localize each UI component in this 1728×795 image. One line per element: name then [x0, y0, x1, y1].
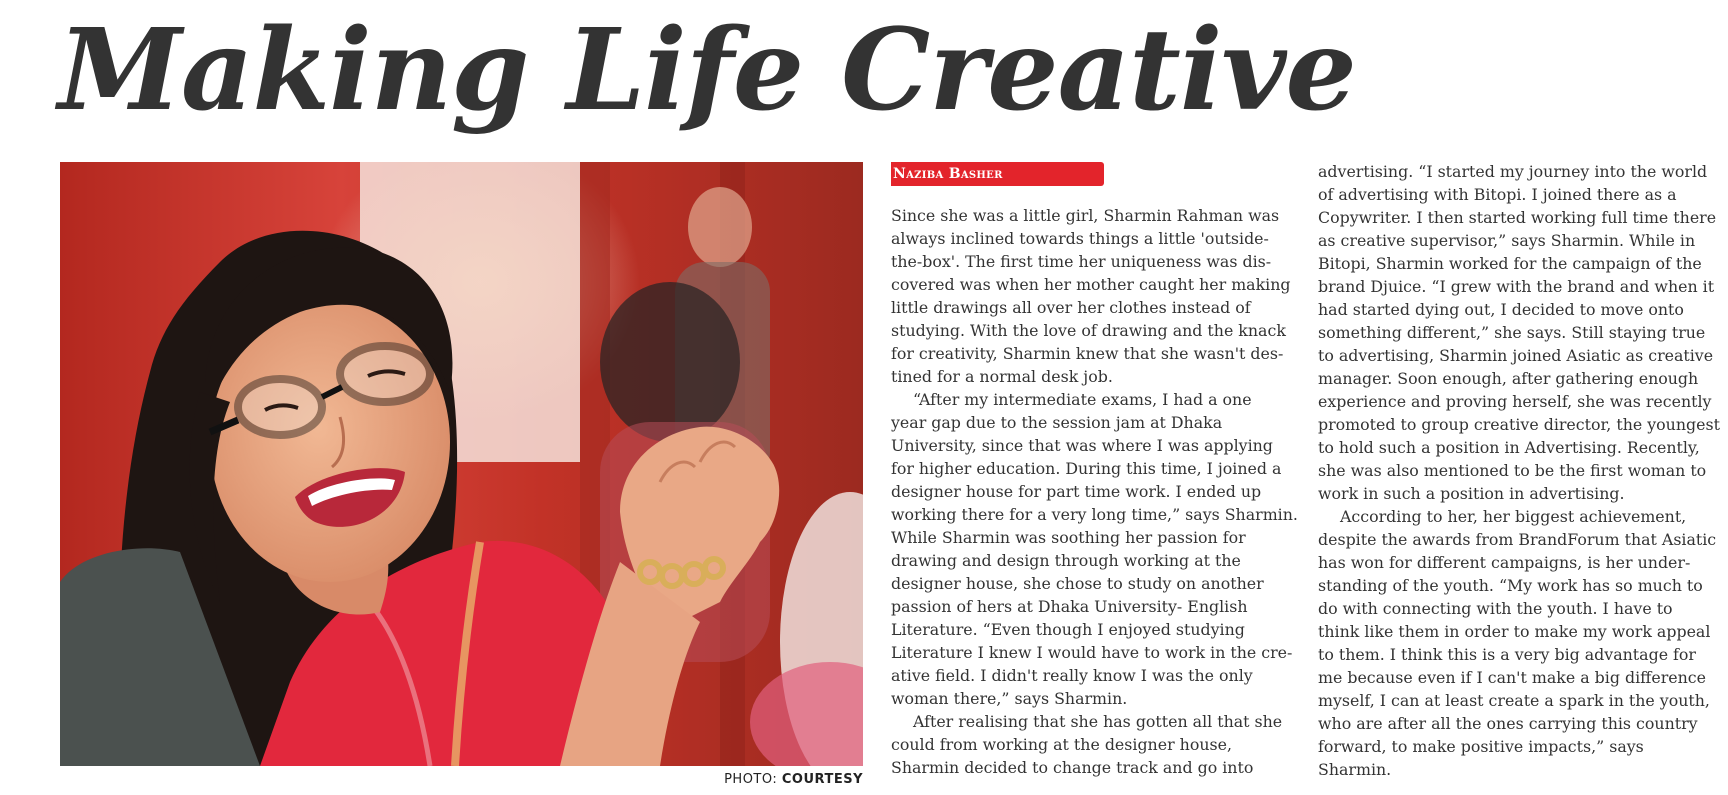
article-text-line: despite the awards from BrandForum that Asiatic: [1318, 530, 1717, 549]
article-text-line: Sharmin decided to change track and go into: [891, 758, 1254, 777]
article-text-line: the-box'. The first time her uniqueness was dis-: [891, 252, 1272, 271]
portrait-illustration: [60, 162, 863, 766]
article-text-line: covered was when her mother caught her making: [891, 275, 1291, 294]
photo-credit: [724, 772, 863, 787]
article-text-line: always inclined towards things a little 'outside-: [891, 229, 1269, 248]
article-text-line: me because even if I can't make a big difference: [1318, 668, 1706, 687]
article-text-line: designer house, she chose to study on another: [891, 574, 1264, 593]
article-text-line: drawing and design through working at the: [891, 551, 1241, 570]
article-text-line: University, since that was where I was applying: [891, 436, 1273, 455]
article-text-line: After realising that she has gotten all that she: [913, 712, 1283, 731]
photo-credit-prefix: PHOTO:: [724, 772, 778, 787]
article-text-line: who are after all the ones carrying this country: [1318, 714, 1698, 733]
article-text-line: Literature I knew I would have to work in the cre-: [891, 643, 1293, 662]
article-text-line: woman there,” says Sharmin.: [891, 689, 1128, 708]
article-text-line: for higher education. During this time, I joined a: [891, 459, 1282, 478]
article-text-line: of advertising with Bitopi. I joined there as a: [1318, 185, 1677, 204]
article-text-line: While Sharmin was soothing her passion for: [891, 528, 1246, 547]
photo-credit-name: COURTESY: [781, 772, 863, 787]
article-text-line: myself, I can at least create a spark in the youth,: [1318, 691, 1710, 710]
article-text-line: to hold such a position in Advertising. Recently,: [1318, 438, 1700, 457]
article-text-line: Literature. “Even though I enjoyed studying: [891, 620, 1245, 639]
article-text-line: “After my intermediate exams, I had a one: [913, 390, 1252, 409]
article-text-line: as creative supervisor,” says Sharmin. While in: [1318, 231, 1696, 250]
article-text-line: little drawings all over her clothes instead of: [891, 298, 1251, 317]
article-text-line: tined for a normal desk job.: [891, 367, 1113, 386]
article-text-line: work in such a position in advertising.: [1318, 484, 1625, 503]
article-text-line: had started dying out, I decided to move onto: [1318, 300, 1684, 319]
article-text-line: could from working at the designer house,: [891, 735, 1232, 754]
article-text-line: promoted to group creative director, the youngest: [1318, 415, 1720, 434]
article-text-line: Copywriter. I then started working full time there: [1318, 208, 1717, 227]
article-text-line: passion of hers at Dhaka University- English: [891, 597, 1248, 616]
article-text-line: forward, to make positive impacts,” says: [1318, 737, 1644, 756]
article-text-line: According to her, her biggest achievement,: [1340, 507, 1687, 526]
article-text-line: brand Djuice. “I grew with the brand and when it: [1318, 277, 1715, 296]
article-text-line: working there for a very long time,” says Sharmin.: [891, 505, 1298, 524]
article-text-line: think like them in order to make my work appeal: [1318, 622, 1711, 641]
article-text-line: ative field. I didn't really know I was the only: [891, 666, 1253, 685]
article-text-line: year gap due to the session jam at Dhaka: [891, 413, 1223, 432]
article-photo: [60, 162, 863, 766]
article-text-line: has won for different campaigns, is her under-: [1318, 553, 1691, 572]
article-text-line: Sharmin.: [1318, 760, 1392, 779]
article-text-line: to advertising, Sharmin joined Asiatic as creative: [1318, 346, 1714, 365]
article-text-line: Bitopi, Sharmin worked for the campaign of the: [1318, 254, 1702, 273]
article-text-line: she was also mentioned to be the first woman to: [1318, 461, 1707, 480]
article-column-2: [1318, 160, 1723, 781]
article-text-line: do with connecting with the youth. I have to: [1318, 599, 1673, 618]
article-text-line: to them. I think this is a very big advantage for: [1318, 645, 1696, 664]
article-text-line: for creativity, Sharmin knew that she wasn't des-: [891, 344, 1284, 363]
article-text-line: designer house for part time work. I ended up: [891, 482, 1262, 501]
article-text-line: standing of the youth. “My work has so much to: [1318, 576, 1703, 595]
article-text-line: advertising. “I started my journey into the world: [1318, 162, 1708, 181]
headline: Making Life Creative: [58, 5, 1356, 136]
article-text-line: Since she was a little girl, Sharmin Rahman was: [891, 206, 1280, 225]
article-text-line: something different,” she says. Still staying true: [1318, 323, 1706, 342]
article-text-line: studying. With the love of drawing and the knack: [891, 321, 1286, 340]
byline: Naziba Basher: [893, 166, 1003, 182]
article-text-line: manager. Soon enough, after gathering enough: [1318, 369, 1699, 388]
article-column-1: [891, 204, 1301, 779]
article-text-line: experience and proving herself, she was recently: [1318, 392, 1712, 411]
